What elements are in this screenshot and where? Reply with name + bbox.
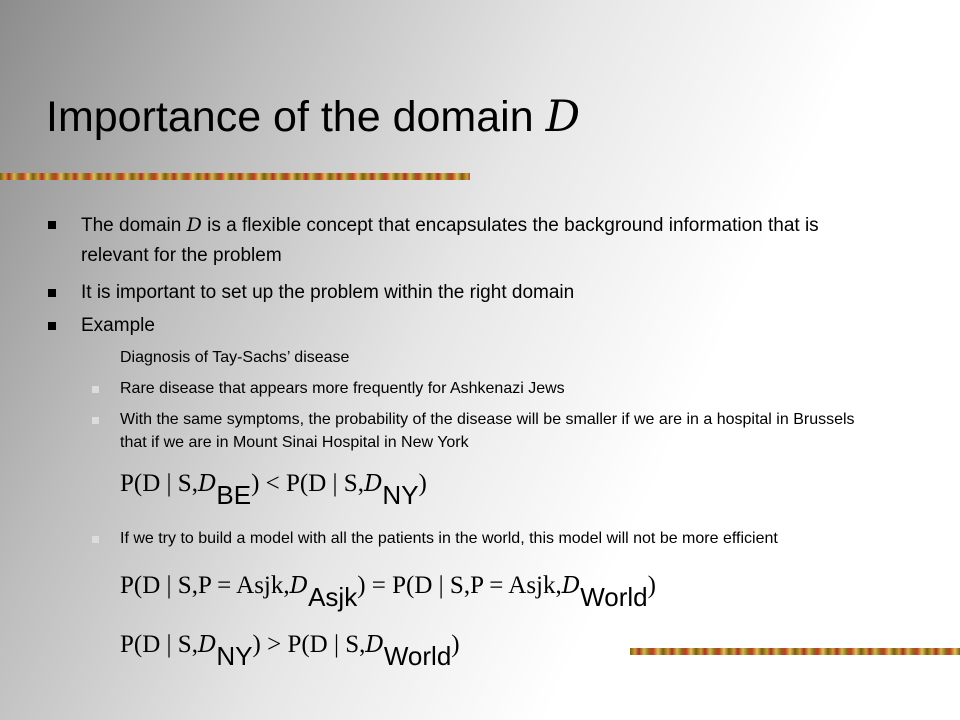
- sub-text: Diagnosis of Tay-Sachs’ disease: [120, 349, 350, 366]
- formula-part: ): [647, 572, 656, 599]
- bottom-divider: [630, 648, 960, 655]
- sub-text: Rare disease that appears more frequently for Ashkenazi Jews: [120, 380, 565, 397]
- bullet-example: [48, 311, 868, 341]
- bullet-domain-definition: [48, 210, 868, 271]
- formula-part: ) > P(D | S,: [252, 631, 366, 658]
- formula-part: ) < P(D | S,: [251, 470, 364, 497]
- title-divider: [0, 173, 470, 180]
- formula-ny-vs-world: [120, 631, 460, 672]
- sub-text: If we try to build a model with all the patients in the world, this model will not be more efficient: [120, 530, 778, 547]
- square-bullet-icon: [92, 386, 99, 393]
- domain-symbol: D: [545, 92, 581, 142]
- formula-part: ): [451, 631, 460, 658]
- formula-part: ) = P(D | S,P = Asjk,: [357, 572, 562, 599]
- formula-part: P(D | S,: [120, 470, 198, 497]
- domain-symbol: D: [197, 632, 217, 658]
- square-bullet-icon: [48, 221, 56, 229]
- formula-part: P(D | S,: [120, 631, 198, 658]
- sub-bullet-hospital: [92, 408, 872, 454]
- formula-subscript: Asjk: [308, 582, 358, 612]
- bullet-text-post: is a flexible concept that encapsulates the background information that is relevant for the problem: [81, 215, 819, 266]
- domain-symbol: D: [365, 632, 384, 658]
- square-bullet-icon: [48, 322, 56, 330]
- domain-symbol: D: [561, 573, 581, 599]
- bullet-right-domain: [48, 278, 868, 308]
- square-bullet-icon: [48, 289, 56, 297]
- example-heading: [92, 346, 872, 369]
- domain-symbol: D: [197, 471, 217, 497]
- slide-title: [46, 92, 580, 142]
- bullet-text: [81, 210, 868, 271]
- formula-subscript: World: [383, 641, 452, 671]
- bullet-text-pre: The domain: [81, 215, 182, 236]
- domain-symbol: D: [186, 214, 202, 236]
- sub-text: With the same symptoms, the probability of the disease will be smaller if we are in a hospital in Brussels that if we are in Mount Sinai Hospital in New York: [120, 411, 855, 451]
- bullet-text: It is important to set up the problem within the right domain: [81, 282, 575, 303]
- formula-part: ): [418, 470, 427, 497]
- formula-subscript: NY: [382, 480, 419, 510]
- domain-symbol: D: [363, 471, 383, 497]
- title-text: Importance of the domain: [46, 93, 534, 141]
- domain-symbol: D: [289, 573, 309, 599]
- formula-subscript: World: [580, 582, 648, 612]
- formula-asjk-vs-world: [120, 572, 656, 613]
- sub-bullet-rare-disease: [92, 377, 872, 400]
- formula-subscript: BE: [216, 480, 252, 510]
- square-bullet-icon: [92, 417, 99, 424]
- formula-subscript: NY: [216, 641, 253, 671]
- sub-bullet-world-model: [92, 527, 872, 550]
- bullet-text: Example: [81, 315, 155, 336]
- formula-be-vs-ny: [120, 470, 427, 511]
- square-bullet-icon: [92, 536, 99, 543]
- formula-part: P(D | S,P = Asjk,: [120, 572, 290, 599]
